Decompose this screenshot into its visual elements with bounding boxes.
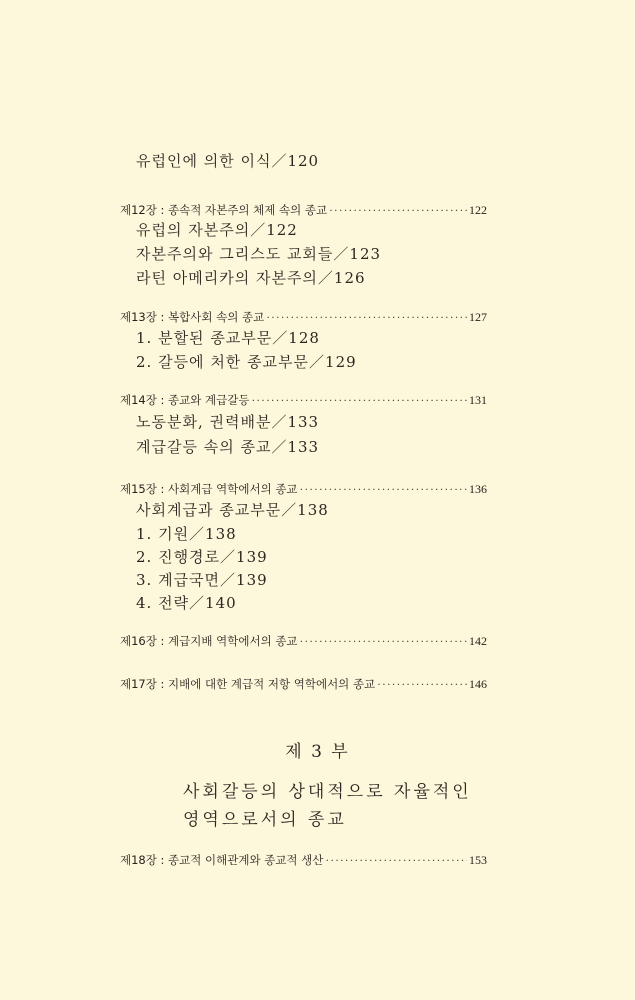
toc-subentry: 2. 진행경로／139 <box>136 548 268 566</box>
toc-subentry: 노동분화, 권력배분／133 <box>136 413 320 431</box>
toc-chapter-16 <box>120 633 487 649</box>
chapter-page-number: 127 <box>469 310 487 324</box>
chapter-label: 제16장 : 계급지배 역학에서의 종교 <box>120 634 298 648</box>
toc-subentry: 1. 분할된 종교부문／128 <box>136 329 320 347</box>
chapter-label: 제13장 : 복합사회 속의 종교 <box>120 310 265 324</box>
toc-chapter-15 <box>120 481 487 497</box>
toc-subentry: 3. 계급국면／139 <box>136 571 268 589</box>
dot-leader <box>377 679 467 691</box>
toc-chapter-18 <box>120 852 487 868</box>
dot-leader <box>251 395 467 407</box>
toc-subentry: 계급갈등 속의 종교／133 <box>136 438 320 456</box>
toc-subentry: 사회계급과 종교부문／138 <box>136 501 329 519</box>
part-subtitle-line1: 사회갈등의 상대적으로 자율적인 <box>183 782 472 802</box>
chapter-label: 제15장 : 사회계급 역학에서의 종교 <box>120 482 298 496</box>
chapter-label: 제18장 : 종교적 이해관계와 종교적 생산 <box>120 853 324 867</box>
part-title: 제 3 부 <box>285 742 350 762</box>
chapter-label: 제17장 : 지배에 대한 계급적 저항 역학에서의 종교 <box>120 677 376 691</box>
part-subtitle-line2: 영역으로서의 종교 <box>183 810 347 830</box>
dot-leader <box>325 855 467 867</box>
toc-chapter-12 <box>120 202 487 218</box>
chapter-page-number: 131 <box>469 393 487 407</box>
chapter-page-number: 136 <box>469 482 487 496</box>
chapter-page-number: 153 <box>469 853 487 867</box>
toc-subentry: 2. 갈등에 처한 종교부문／129 <box>136 353 357 371</box>
toc-chapter-17 <box>120 676 487 692</box>
dot-leader <box>300 484 467 496</box>
chapter-page-number: 142 <box>469 634 487 648</box>
dot-leader <box>300 636 467 648</box>
toc-subentry: 자본주의와 그리스도 교회들／123 <box>136 245 382 263</box>
chapter-label: 제12장 : 종속적 자본주의 체제 속의 종교 <box>120 203 328 217</box>
toc-chapter-14 <box>120 392 487 408</box>
toc-chapter-13 <box>120 309 487 325</box>
toc-subentry: 유럽인에 의한 이식／120 <box>136 152 320 170</box>
dot-leader <box>329 205 467 217</box>
chapter-label: 제14장 : 종교와 계급갈등 <box>120 393 250 407</box>
toc-subentry: 유럽의 자본주의／122 <box>136 221 298 239</box>
chapter-page-number: 146 <box>469 677 487 691</box>
toc-subentry: 4. 전략／140 <box>136 594 237 612</box>
chapter-page-number: 122 <box>469 203 487 217</box>
toc-subentry: 라틴 아메리카의 자본주의／126 <box>136 269 366 287</box>
toc-subentry: 1. 기원／138 <box>136 525 237 543</box>
dot-leader <box>266 312 467 324</box>
